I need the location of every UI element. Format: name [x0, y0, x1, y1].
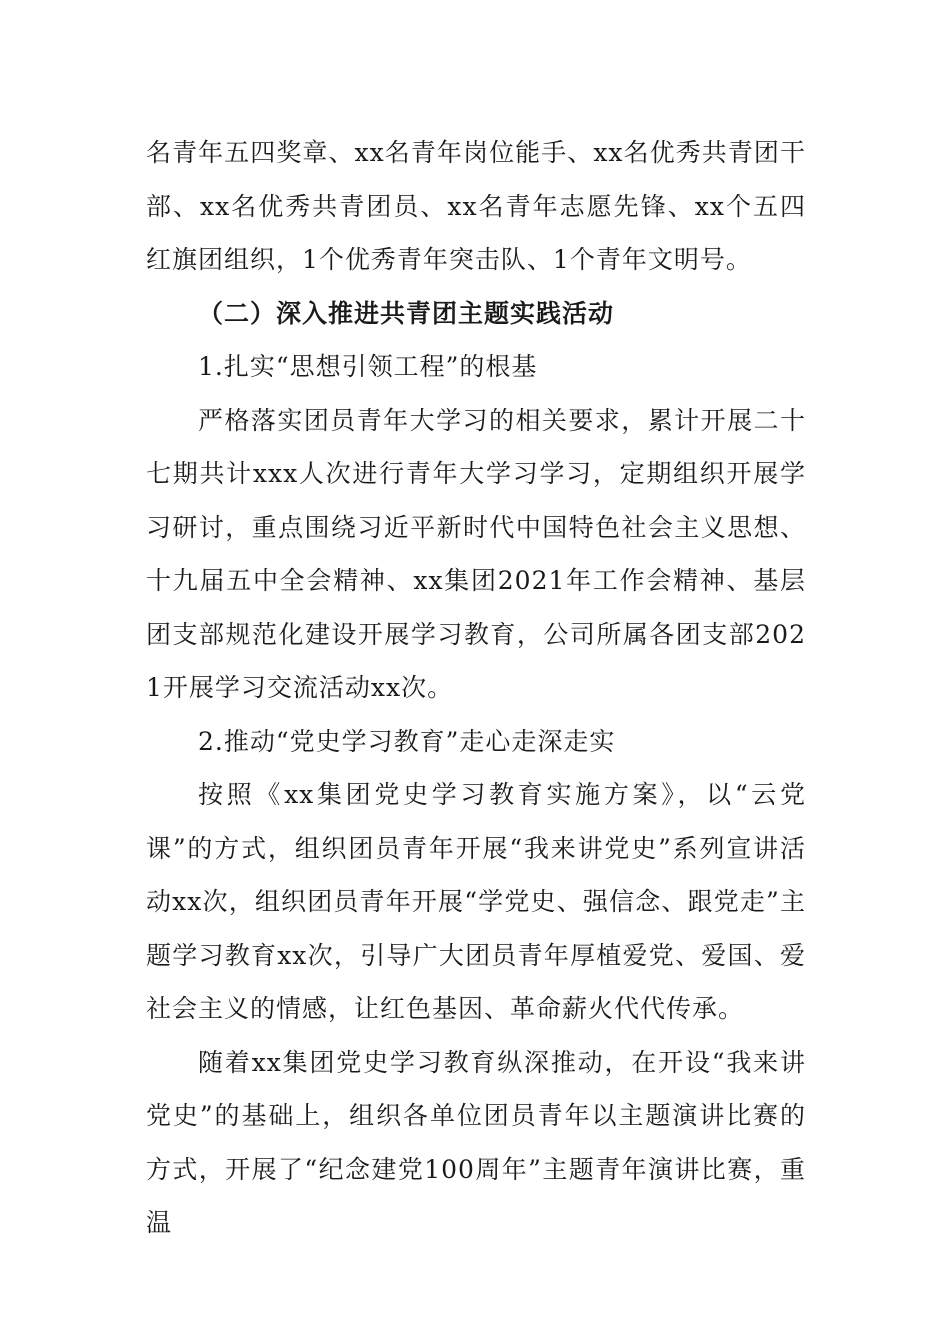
- paragraph-speech-contest: 随着xx集团党史学习教育纵深推动，在开设“我来讲党史”的基础上，组织各单位团员青年以主题演讲比赛的方式，开展了“纪念建党100周年”主题青年演讲比赛，重温: [146, 1047, 806, 1237]
- paragraph-awards: 名青年五四奖章、xx名青年岗位能手、xx名优秀共青团干部、xx名优秀共青团员、xx名青年志愿先锋、xx个五四红旗团组织，1个优秀青年突击队、1个青年文明号。: [146, 138, 806, 274]
- subheading-2: 2.推动“党史学习教育”走心走深走实: [198, 726, 616, 756]
- subheading-1: 1.扎实“思想引领工程”的根基: [198, 352, 538, 381]
- paragraph-party-history: 按照《xx集团党史学习教育实施方案》，以“云党课”的方式，组织团员青年开展“我来讲党史”系列宣讲活动xx次，组织团员青年开展“学党史、强信念、跟党走”主题学习教育xx次，引导广大团员青年厚植爱党、爱国、爱社会主义的情感，让红色基因、革命薪火代代传承。: [146, 780, 806, 1023]
- document-page: [146, 126, 806, 1250]
- paragraph-study: 严格落实团员青年大学习的相关要求，累计开展二十七期共计xxx人次进行青年大学习学习，定期组织开展学习研讨，重点围绕习近平新时代中国特色社会主义思想、十九届五中全会精神、xx集团2021年工作会精神、基层团支部规范化建设开展学习教育，公司所属各团支部2021开展学习交流活动xx次。: [146, 405, 806, 702]
- section-heading-2: （二）深入推进共青团主题实践活动: [198, 298, 615, 328]
